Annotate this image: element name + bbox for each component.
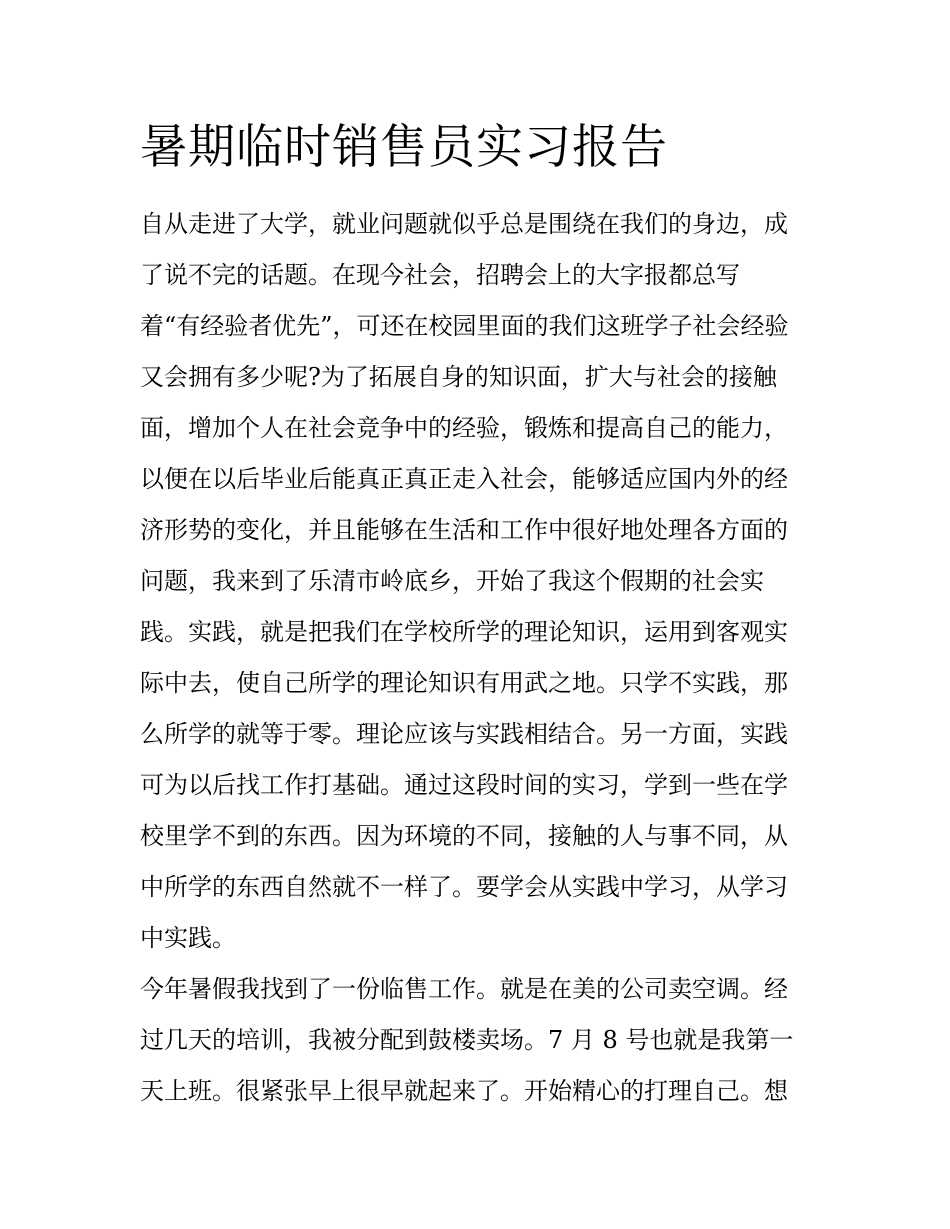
text-line: 中实践。 bbox=[140, 924, 236, 952]
text-line: 问题，我来到了乐清市岭底乡，开始了我这个假期的社会实 bbox=[140, 567, 764, 595]
text-line: 天上班。很紧张早上很早就起来了。开始精心的打理自己。想 bbox=[140, 1077, 788, 1105]
text-line: 又会拥有多少呢?为了拓展自身的知识面，扩大与社会的接触 bbox=[140, 363, 777, 391]
text-line: 了说不完的话题。在现今社会，招聘会上的大字报都总写 bbox=[140, 261, 740, 289]
text-line: 际中去，使自己所学的理论知识有用武之地。只学不实践，那 bbox=[140, 669, 788, 697]
text-line: 过几天的培训，我被分配到鼓楼卖场。7 月 8 号也就是我第一 bbox=[140, 1026, 794, 1054]
text-line: 践。实践，就是把我们在学校所学的理论知识，运用到客观实 bbox=[140, 618, 788, 646]
text-line: 以便在以后毕业后能真正真正走入社会，能够适应国内外的经 bbox=[140, 465, 788, 493]
document-title: 暑期临时销售员实习报告 bbox=[140, 120, 668, 175]
text-line: 么所学的就等于零。理论应该与实践相结合。另一方面，实践 bbox=[140, 720, 788, 748]
text-line: 中所学的东西自然就不一样了。要学会从实践中学习，从学习 bbox=[140, 873, 788, 901]
text-line: 自从走进了大学，就业问题就似乎总是围绕在我们的身边，成 bbox=[140, 210, 788, 238]
text-line: 着“有经验者优先”，可还在校园里面的我们这班学子社会经验 bbox=[140, 312, 789, 340]
text-line: 可为以后找工作打基础。通过这段时间的实习，学到一些在学 bbox=[140, 771, 788, 799]
text-line: 济形势的变化，并且能够在生活和工作中很好地处理各方面的 bbox=[140, 516, 788, 544]
text-line: 校里学不到的东西。因为环境的不同，接触的人与事不同，从 bbox=[140, 822, 788, 850]
text-line: 今年暑假我找到了一份临售工作。就是在美的公司卖空调。经 bbox=[140, 975, 788, 1003]
text-line: 面，增加个人在社会竞争中的经验，锻炼和提高自己的能力， bbox=[140, 414, 788, 442]
